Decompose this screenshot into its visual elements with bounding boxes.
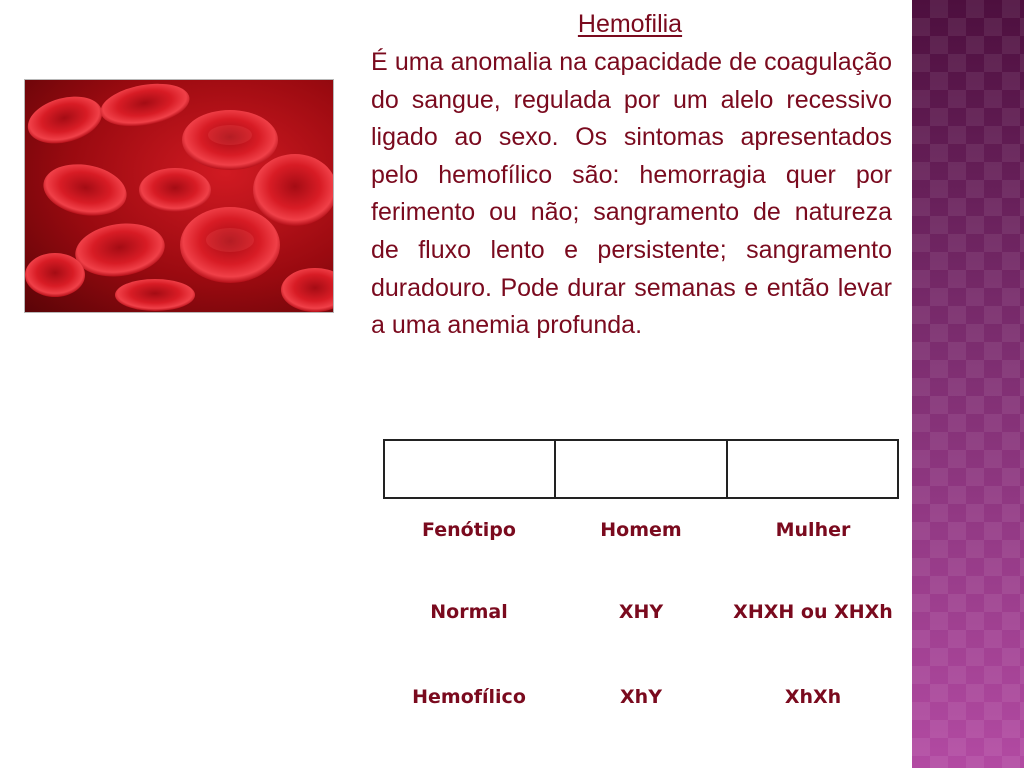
empty-cell: [384, 440, 555, 498]
red-blood-cells-illustration: [25, 80, 333, 312]
cell-male: XHY: [618, 600, 664, 623]
empty-cell: [555, 440, 726, 498]
table-row: [383, 668, 899, 726]
empty-table-row: [384, 440, 898, 498]
slide-paragraph: É uma anomalia na capacidade de coagulação do sangue, regulada por um alelo recessivo ligado ao sexo. Os sintomas apresentados pelo hemofílico são: hemorragia quer por ferimento ou não; sangramento de natureza de fluxo lento e persistente; sangramento duradouro. Pode durar semanas e então levar a uma anemia profunda.: [371, 48, 892, 340]
cell-phenotype: Normal: [430, 600, 508, 623]
cell-female: XHXH ou XHXh: [733, 600, 893, 623]
cell-phenotype: Hemofílico: [412, 686, 526, 708]
table-row: [383, 556, 899, 668]
cell-male: XhY: [620, 686, 662, 708]
table-header-row: [383, 504, 899, 556]
red-blood-cells-image: [24, 79, 334, 313]
slide-title: Hemofilia: [577, 10, 683, 38]
decorative-side-band: [912, 0, 1024, 768]
phenotype-table: [383, 504, 899, 726]
cell-female: XhXh: [784, 686, 842, 708]
empty-table: [383, 439, 899, 499]
header-mulher: Mulher: [775, 519, 851, 541]
header-fenotipo: Fenótipo: [422, 519, 516, 541]
empty-cell: [727, 440, 898, 498]
header-homem: Homem: [600, 519, 682, 541]
